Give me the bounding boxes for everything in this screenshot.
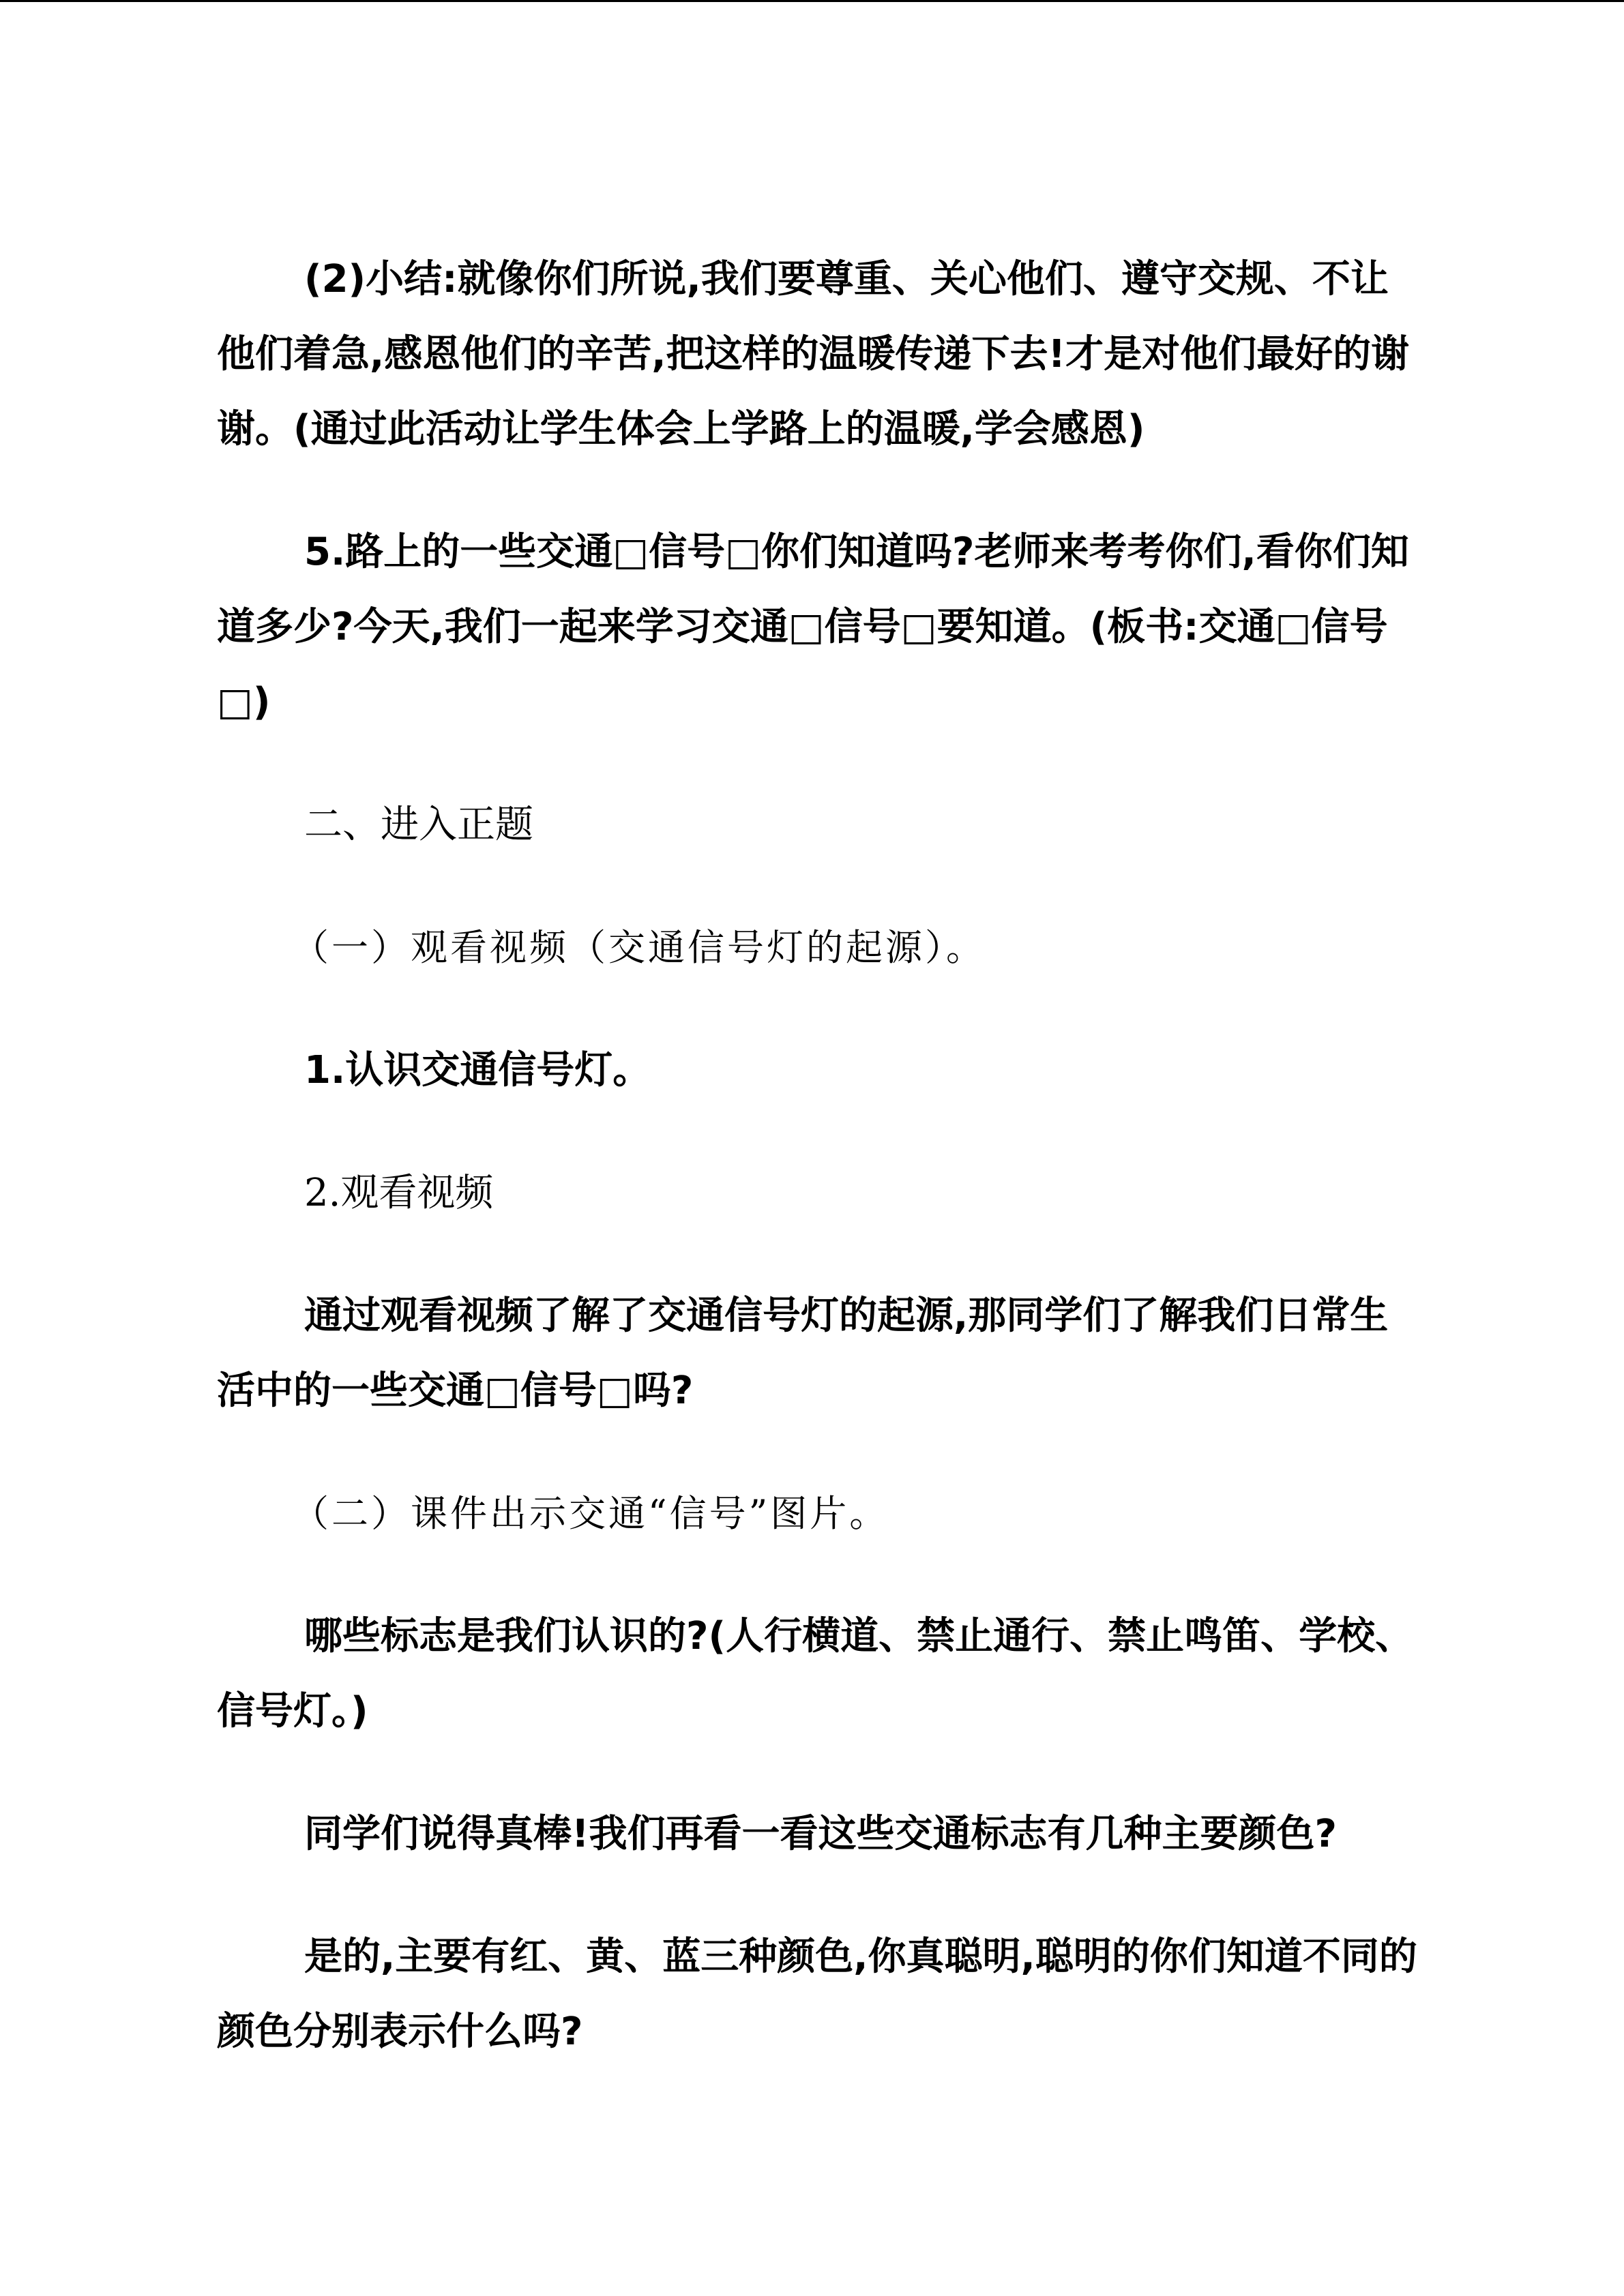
summary-note: (通过此活动让学生体会上学路上的温暖,学会感恩) — [293, 407, 1145, 451]
subsection-heading-watch-video: （一）观看视频（交通信号灯的起源）。 — [292, 926, 986, 969]
paragraph-video-origin: 通过观看视频了解了交通信号灯的起源,那同学们了解我们日常生活中的一些交通□信号□吗? — [217, 1294, 1389, 1413]
summary-text: (2)小结:就像你们所说,我们要尊重、关心他们、遵守交规、不让他们着急,感恩他们的辛苦,把这样的温暖传递下去!才是对他们最好的谢谢。 — [217, 257, 1410, 451]
document-page — [217, 242, 1417, 2117]
paragraph-watch-video: 2.观看视频 — [304, 1171, 494, 1215]
subsection-heading-show-pictures: （二）课件出示交通“信号”图片。 — [292, 1492, 889, 1535]
top-border-line — [0, 0, 1624, 2]
paragraph-summary — [217, 242, 1417, 467]
paragraph-recognize-lights: 1.认识交通信号灯。 — [304, 1048, 651, 1092]
section-heading-main-topic: 二、进入正题 — [304, 803, 533, 847]
paragraph-sign-colors: 同学们说得真棒!我们再看一看这些交通标志有几种主要颜色? — [304, 1812, 1338, 1856]
paragraph-which-signs: 哪些标志是我们认识的?(人行横道、禁止通行、禁止鸣笛、学校、信号灯。) — [217, 1614, 1414, 1733]
paragraph-traffic-signals-intro: 5.路上的一些交通□信号□你们知道吗?老师来考考你们,看你们知道多少?今天,我们一起来学习交通□信号□要知道。(板书:交通□信号□) — [217, 530, 1409, 724]
paragraph-color-meanings: 是的,主要有红、黄、蓝三种颜色,你真聪明,聪明的你们知道不同的颜色分别表示什么吗? — [217, 1935, 1417, 2054]
